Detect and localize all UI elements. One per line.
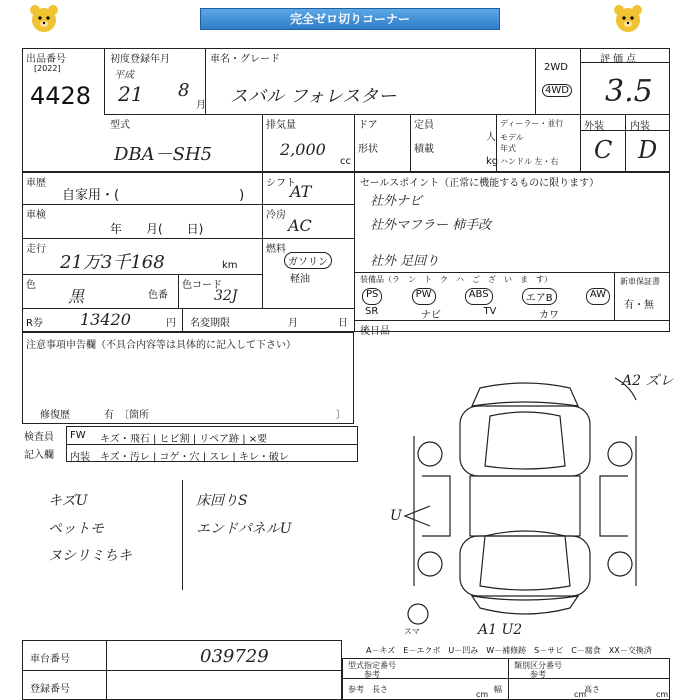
equip-abs: ABS [465,288,493,305]
length-label: 長さ [372,685,388,694]
km-unit: km [222,260,238,271]
mileage-label: 走行 [26,244,46,255]
reg-label: 初度登録年月 [110,54,170,65]
kind-label: 車歴 [26,178,46,189]
chassis-label: 車台番号 [30,654,70,665]
fuel-gasoline: ガソリン [284,252,332,269]
designation-ref: 参考 [364,670,380,679]
color-value: 黒 [68,287,85,306]
repair-close: 〕 [336,410,346,421]
ac-label: 冷房 [266,210,286,221]
damage-legend: A－キズ E－エクボ U－凹み W－補修跡 S－サビ C－腐食 XX－交換済 [366,646,652,655]
entry-label: 記入欄 [24,450,54,461]
banner-title: 完全ゼロ切りコーナー [200,8,500,30]
drive-2wd: 2WD [544,62,568,73]
equip-sr: SR [365,306,379,317]
remark-left-1: キズU [48,493,88,509]
remark-right-2: エンドパネルU [196,521,292,537]
mascot-right-icon [612,3,644,35]
exterior-label: 外装 [584,121,604,132]
fuel-diesel: 軽油 [290,274,310,285]
lot-year: [2022] [34,64,61,73]
size-ref: 参考 [348,685,364,694]
cc-unit: cc [340,156,351,167]
score-value: 3.5 [605,74,653,109]
equip-pw: PW [412,288,436,305]
diagram-bottom-small: スマ [404,627,420,636]
model-year-label: モデル年式 [500,133,524,153]
recycle-label: R券 [26,318,43,329]
kind-value: 自家用・( ) [62,188,245,203]
reg-month-unit: 月 [196,100,206,111]
load-label: 積載 [414,144,434,155]
category-ref: 参考 [530,670,546,679]
insp-row2-items: キズ・汚レ | コゲ・穴 | スレ | キレ・破レ [100,452,289,463]
drive-4wd: 4WD [542,84,572,97]
type-label: 型式 [110,120,130,131]
remark-right-1: 床回りS [196,493,248,509]
equip-label: 装備品（ラ ン ト ク ハ ご ざ い ま す） [360,275,552,284]
person-unit: 人 [486,132,496,143]
exterior-grade: C [594,136,613,164]
shaken-label: 車検 [26,210,46,221]
name-change-month: 月 [288,318,298,329]
interior-grade: D [638,136,658,164]
displacement-label: 排気量 [266,120,296,131]
color-label: 色 [26,280,36,291]
door-label: ドア [358,120,378,131]
name-change-label: 名変期限 [190,318,230,329]
equip-aw: AW [586,288,610,305]
shift-value: AT [290,182,312,201]
car-name: スバル フォレスター [230,86,397,107]
yen-unit: 円 [166,318,176,329]
shape-label: 形状 [358,144,378,155]
reg-year: 21 [118,82,144,106]
insp-row1-items: キズ・飛石 | ヒビ割 | リペア跡 | ×要 [100,434,268,445]
designation-label: 型式指定番号 [348,661,396,670]
interior-label: 内装 [630,121,650,132]
insp-row2-label: 内装 [70,452,90,463]
mileage-value: 21万3千168 [60,252,165,273]
sales-label: セールスポイント（正常に機能するものに限ります） [360,178,600,189]
color-code-label: 色コード [182,280,222,291]
handle-label: ハンドル 左・右 [500,157,559,166]
car-name-label: 車名・グレード [210,54,280,65]
width-label: 幅 [494,685,502,694]
color-code: 32J [214,288,238,304]
reg-era: 平成 [114,70,134,81]
equip-tv: TV [483,306,497,317]
sales-point-3: 社外 足回り [370,254,440,269]
capacity-label: 定員 [414,120,434,131]
ac-value: AC [288,216,312,235]
inspector-label: 検査員 [24,432,54,443]
repair-label: 修復歴 [40,410,70,421]
name-change-day: 日 [338,318,348,329]
car-diagram [400,376,650,626]
diagram-top-note: A2 ズレ [622,373,674,389]
sales-point-1: 社外ナビ [370,194,423,209]
reg-no-label: 登録番号 [30,684,70,695]
remark-left-2: ペットモ [48,521,104,537]
chassis-value: 039729 [200,646,269,667]
length-unit: cm [476,690,489,699]
height-label: 高さ [584,685,600,694]
lot-label: 出品番号 [26,54,66,65]
category-label: 類別区分番号 [514,661,562,670]
lot-number: 4428 [30,82,92,110]
color-no-label: 色番 [148,290,168,301]
equip-leather: カワ [538,310,559,321]
shift-label: シフト [266,178,296,189]
diagram-side-mark: U [390,508,402,524]
recycle-value: 13420 [80,310,131,329]
repair-value: 有 〔箇所 [104,410,149,421]
seat-label: 後日品 [360,326,390,337]
type-value: DBA－SH5 [114,144,213,165]
notes-label: 注意事項申告欄（不具合内容等は具体的に記入して下さい） [26,340,296,351]
height-unit: cm [656,690,669,699]
insp-row1-label: FW [70,430,86,441]
equip-airbag: エアB [522,288,557,305]
dealer-label: ディーラー・並行 [500,119,564,128]
kg-unit: kg [486,156,499,167]
shaken-value: 年 月( 日) [110,222,204,236]
remark-left-3: ヌシリミちキ [48,548,132,564]
warranty-value: 有・無 [624,300,654,311]
reg-month: 8 [178,80,190,101]
equip-ps: PS [362,288,382,305]
displacement-value: 2,000 [280,140,326,159]
warranty-label: 新車保証書 [620,277,660,286]
mascot-left-icon [28,3,60,35]
equip-row-1 [362,288,610,305]
fuel-label: 燃料 [266,244,286,255]
equip-navi: ナビ [420,310,441,321]
width-unit: cm [574,690,587,699]
diagram-bottom-note: A1 U2 [478,622,523,638]
sales-point-2: 社外マフラー 柿手改 [370,218,492,233]
equip-row-2 [362,306,562,321]
score-label: 評価点 [600,54,639,65]
